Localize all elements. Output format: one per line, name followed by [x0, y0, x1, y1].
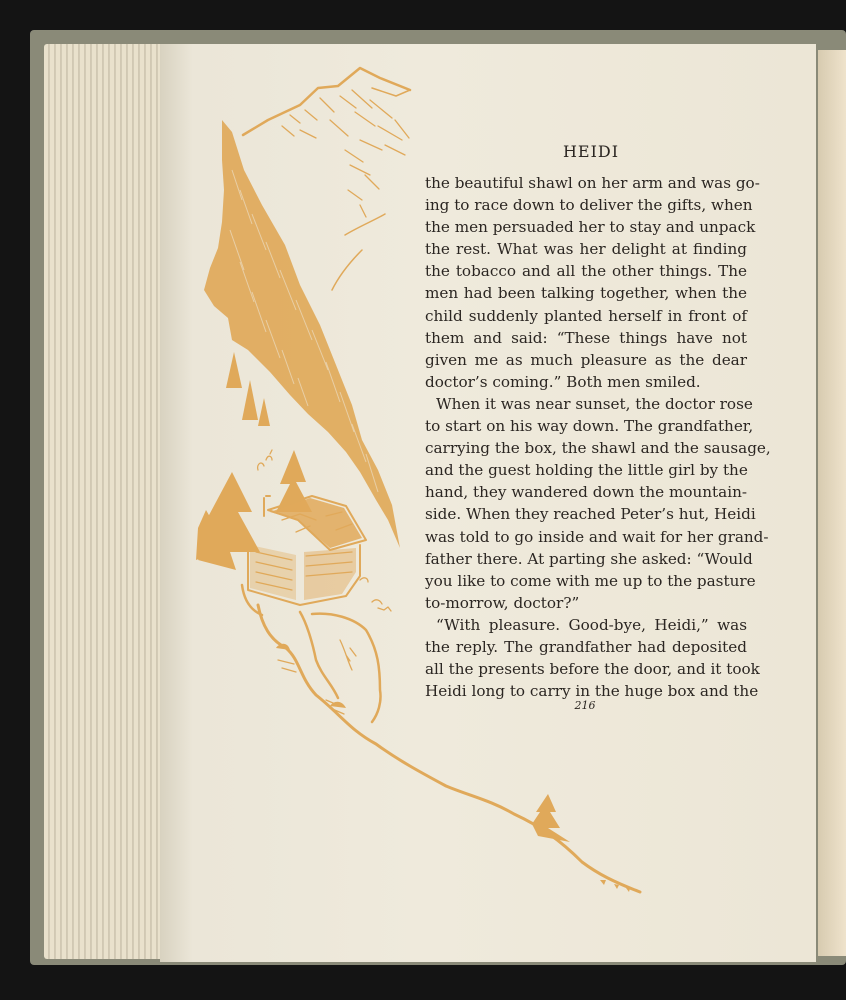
text-line: all the presents before the door, and it took	[425, 660, 760, 679]
text-line: the rest. What was her delight at finding	[425, 240, 747, 259]
text-line: the men persuaded her to stay and unpack	[425, 218, 756, 237]
text-line: them and said: “These things have not	[425, 328, 747, 347]
text-line: child suddenly planted herself in front of	[425, 306, 747, 325]
text-line: the tobacco and all the other things. The	[425, 262, 747, 281]
text-line: father there. At parting she asked: “Would	[425, 549, 753, 568]
text-line: carrying the box, the shawl and the sausage,	[425, 439, 771, 458]
text-line: the reply. The grandfather had deposited	[425, 637, 747, 656]
text-line: men had been talking together, when the	[425, 284, 747, 303]
text-line: hand, they wandered down the mountain-	[425, 483, 747, 502]
text-line: the beautiful shawl on her arm and was go-	[425, 174, 760, 192]
body-text	[425, 172, 771, 702]
text-line: you like to come with me up to the pasture	[425, 571, 756, 590]
text-line: doctor’s coming.” Both men smiled.	[425, 372, 701, 391]
text-line: was told to go inside and wait for her grand-	[425, 527, 769, 546]
text-line: to start on his way down. The grandfather,	[425, 417, 754, 436]
text-line: to-morrow, doctor?”	[425, 593, 580, 612]
text-line: and the guest holding the little girl by the	[425, 461, 748, 480]
page-number: 216	[574, 699, 596, 712]
text-line: Heidi long to carry in the huge box and the	[425, 682, 759, 701]
text-line: given me as much pleasure as the dear	[425, 350, 747, 369]
text-line: When it was near sunset, the doctor rose	[436, 394, 753, 413]
text-line: side. When they reached Peter’s hut, Heidi	[425, 505, 756, 524]
text-line: “With pleasure. Good-bye, Heidi,” was	[436, 615, 747, 634]
text-line: ing to race down to deliver the gifts, when	[425, 196, 753, 215]
running-head: HEIDI	[562, 142, 620, 161]
